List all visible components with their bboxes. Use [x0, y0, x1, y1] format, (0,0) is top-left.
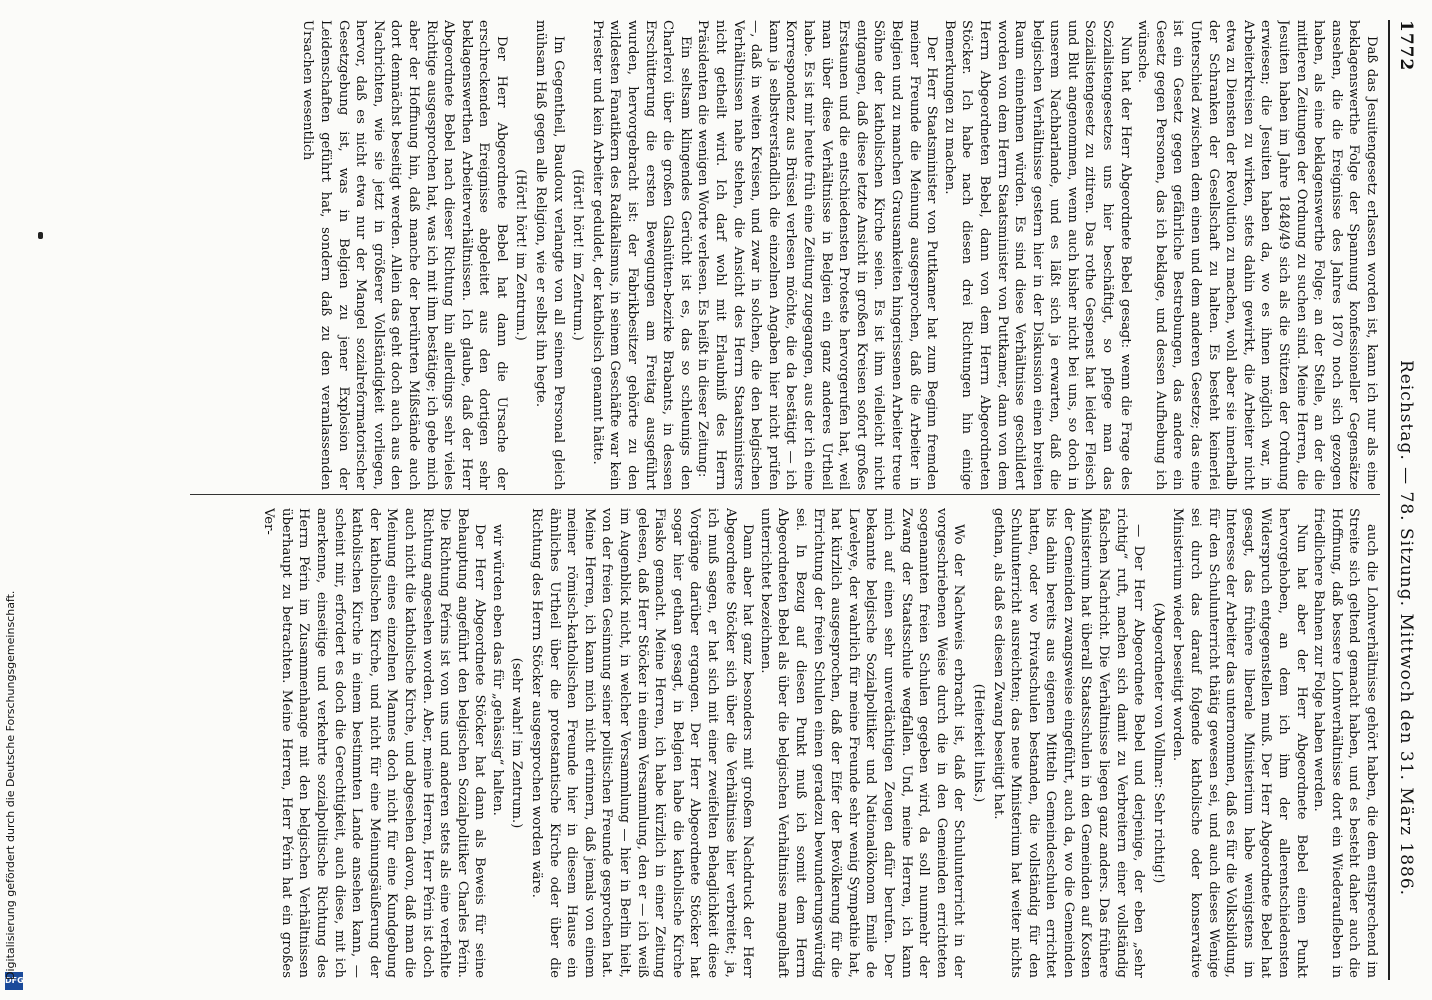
interjection: (sehr wahr! im Zentrum.)	[509, 657, 525, 829]
paragraph: auch die Lohnverhältnisse gehört haben, die dem entsprechend im Streite sich geltend gemacht haben, und es besteht daher auch die Hoffnung, daß bessere Lohnverhältnisse dort ein Wiederaufleben in friedlichere Bahnen zur Folge haben werden.	[1311, 508, 1379, 978]
column-divider	[190, 494, 1380, 495]
paragraph: Nun hat der Herr Abgeordnete Bebel gesagt: wenn die Frage des Sozialistengesetzes uns hier beschäftigt, so pflege man das Sozialistengesetz zu zitiren. Das rothe Gespenst hat leider Fleisch und Blut angenommen, wenn auch bisher nicht bei uns, so doch in unserem Nachbarlande, und es läßt sich ja erwarten, daß die belgischen Verhältnisse gestern hier in der Diskussion einen breiten Raum einnehmen würden. Es sind diese Verhältnisse geschildert worden von dem Herrn Staatsminister von Puttkamer, dann von dem Herrn Abgeordneten Bebel, dann von dem Herrn Abgeordneten Stöcker. Ich habe nach diesen drei Richtungen hin einige Bemerkungen zu machen.	[941, 20, 1133, 490]
paragraph: Der Herr Abgeordnete Stöcker hat dann als Beweis für seine Behauptung angeführt den belgischen Sozialpolitiker Charles Périn. Die Richtung Périns ist von uns und anderen stets als eine verfehlte Richtung angesehen worden. Aber, meine Herren, Herr Périn ist doch auch nicht die katholische Kirche, und abgesehen davon, daß man die Meinung eines einzelnen Mannes doch nicht für eine Kundgebung der katholischen Kirche, und nicht für eine Meinungsäußerung der katholischen Kirche in einem bestimmten Lande ansehen kann, — scheint mir, erfordert es doch die Gerechtigkeit, auch diese, mit ich anerkenne, einseitige und verkehrte sozialpolitische Richtung des Herrn Périn im Zusammenhange mit den belgischen Verhältnissen überhaupt zu betrachten. Meine Herren, Herr Périn hat ein großes Ver-	[261, 508, 488, 978]
rotated-page-content	[162, 0, 1432, 1000]
right-column	[180, 508, 1380, 978]
interjection: (Hört! hört! im Zentrum.)	[513, 169, 529, 341]
paragraph: Der Herr Staatsminister von Puttkamer hat zum Beginn fremden meiner Freunde die Meinung ausgesprochen, daß die Arbeiter in Belgien und zu manchen Grausamkeiten hingerissenen Arbeiter treue Söhne der katholischen Kirche seien. Es ist ihm vielleicht nicht entgangen, daß diese letzte Ansicht in großen Kreisen sofort großes Erstaunen und die entschiedensten Proteste hervorgerufen hat, weil man über diese Verhältnisse in Belgien ein ganz anderes Urtheil habe. Es ist mir heute früh eine Zeitung zugegangen, aus der ich eine Korrespondenz aus Brüssel verlesen möchte, die da bestätigt — ich kann ja selbstverständlich die einzelnen Angaben hier nicht prüfen —, daß in weiten Kreisen, und zwar in solchen, die den belgischen Verhältnissen nahe stehen, die Ansicht des Herrn Staatsministers nicht getheilt wird. Ich darf wohl mit Erlaubniß des Herrn Präsidenten die wenigen Worte verlesen. Es heißt in dieser Zeitung:	[695, 20, 940, 490]
interjection: (Hört! hört! im Zentrum.)	[570, 169, 586, 341]
paragraph: wir würden eben das für „gehässig“ halten.	[489, 524, 505, 816]
quote-paragraph: Ein seltsam klingendes Gerücht ist es, das so schleunigs den Charleroi über die großen Glashütten-bezirke Brabants, in dessen Erschütterung die ersten Bewegungen am Freitag ausgeführt wurden, hervorgebracht ist: der Fabrikbesitzer gehörte zu den wildesten Fanatikern des Radikalismus, in seinem Geschäfte war kein Priester und kein Arbeiter geduldet, der katholisch genannt hätte.	[589, 20, 693, 490]
running-head: Reichstag. — 78. Sitzung. Mittwoch den 31. März 1886.	[1396, 360, 1416, 897]
page-header	[1388, 20, 1420, 980]
paragraph: Der Herr Abgeordnete Bebel hat dann die Ursache der erschreckenden Ereignisse abgeleitet aus den dortigen sehr beklagenswerthen Arbeiterverhältnissen. Ich glaube, daß der Herr Abgeordnete Bebel nach dieser Richtung hin allerdings sehr vieles Richtige ausgesprochen hat, was ich mit ihm bestätige; ich gebe mich aber der Hoffnung hin, daß manche der berührten Mißstände auch dort demnächst beseitigt werden. Allein das geht doch auch aus den Nachrichten, wie sie jetzt in größerer Vollständigkeit vorliegen, hervor, daß es nicht etwa nur der Mangel sozialreformatorischer Gesetzgebung ist, was in Belgien zu jener Explosion der Leidenschaften geführt hat, sondern daß zu den veranlassenden Ursachen wesentlich	[300, 20, 509, 490]
paragraph: Dann aber hat ganz besonders mit großem Nachdruck der Herr Abgeordnete Stöcker sich über die Verhältnisse hier verbreitet; ja, ich muß sagen, er hat sich mit einer zweifelten Behaglichkeit diese Vorgänge darüber ergangen. Der Herr Abgeordnete Stöcker hat sogar hier gethan gesagt, in Belgien habe die katholische Kirche Fiasko gemacht. Meine Herren, ich habe kürzlich in einer Zeitung gelesen, daß Herr Stöcker in einem Versammlung, den er — ich weiß im Augenblick nicht, in welcher Versammlung — hier in Berlin hielt, von der freien Gesinnung seiner politischen Freunde gesprochen hat. Meine Herren, ich kann mich nicht erinnern, daß jemals von einem meiner römisch-katholischen Freunde hier in diesem Hause ein ähnliches Urtheil über die protestantische Kirche oder über die Richtung des Herrn Stöcker ausgesprochen worden wäre.	[529, 508, 756, 978]
paragraph: — Der Herr Abgeordnete Bebel und derjenige, der eben „sehr richtig“ ruft, machen sich damit zu Verbreitern einer vollständig falschen Nachricht. Die Verhältnisse liegen ganz anders. Das frühere Ministerium hat überall Staatsschulen in den Gemeinden auf Kosten der Gemeinden zwangsweise eingeführt, auch da, wo die Gemeinden bis dahin bereits aus eigenen Mitteln Gemeindeschulen errichtet hatten, oder wo Privatschulen bestanden, die vollständig für den Schulunterricht ausreichten; das neue Ministerium hat weiter nichts gethan, als daß es diesen Zwang beseitigt hat.	[990, 508, 1147, 978]
ink-speck	[38, 232, 43, 239]
dfg-logo: DFG	[5, 972, 23, 990]
page-number: 1772	[1396, 20, 1416, 72]
interjection: (Heiterkeit links.)	[970, 683, 986, 803]
digitization-sidebar	[0, 0, 30, 1000]
interjection: (Abgeordneter von Vollmar: Sehr richtig!)	[1150, 602, 1166, 884]
left-column	[180, 20, 1380, 490]
digitization-credit: Digitalisierung gefördert durch die Deutsche Forschungsgemeinschaft.	[4, 590, 17, 980]
paragraph: Daß das Jesuitengesetz erlassen worden ist, kann ich nur als eine beklagenswerthe Folge der Spannung konfessioneller Gegensätze ansehen, die die Ereignisse des Jahres 1870 noch sich gezogen haben, als eine beklagenswerthe Folge; an der Stelle, an der die mittleren Zeitungen der Ordnung zu suchen sind. Meine Herren, die Jesuiten haben im Jahre 1848/49 sich als die Stützen der Ordnung erwiesen; die Jesuiten haben da, wo es ihnen möglich war, in Arbeiterkreisen zu wirken, stets dahin gewirkt, die Arbeiter nicht etwa zu Diensten der Revolution zu machen, wohl aber sie innerhalb der Schranken der Gesellschaft zu halten. Es besteht keinerlei Unterschied zwischen dem einen und dem anderen Gesetze; das eine ist ein Gesetz gegen gefährliche Bestrebungen, das andere ein Gesetz gegen Personen, das ich beklage, und dessen Aufhebung ich wünsche.	[1135, 20, 1379, 490]
paragraph: Wo der Nachweis erbracht ist, daß der Schulunterricht in der vorgeschriebenen Weise durch die in den Gemeinden errichteten sogenannten freien Schulen gegeben wird, da soll nunmehr der Zwang der Staatsschule wegfallen. Und, meine Herren, ich kann mich auf einen sehr unverdächtigen Zeugen dafür berufen. Der bekannte belgische Sozialpolitiker und Nationalökonom Emile de Laveleye, der wahrlich für meine Freunde sehr wenig Sympathie hat, hat kürzlich ausgesprochen, daß der Eifer der Bevölkerung für die Errichtung der freien Schulen einen geradezu bewunderungswürdig sei. In Bezug auf diesen Punkt muß ich somit dem Herrn Abgeordneten Bebel als über die belgischen Verhältnisse mangelhaft unterrichtet bezeichnen.	[757, 508, 967, 978]
quote-paragraph: Im Gegentheil, Baudoux verlangte von all seinem Personal gleich mühsam Haß gegen alle Religion, wie er selbst ihn hegte.	[533, 20, 566, 490]
paragraph: Nun hat aber der Herr Abgeordnete Bebel einen Punkt hervorgehoben, an dem ich ihm der allerentschiedensten Widerspruch entgegenstellen muß. Der Herr Abgeordnete Bebel hat gesagt, das frühere liberale Ministerium habe wenigstens im Interesse der Arbeiter das unternommen, daß es für die Volksbildung, für den Schulunterricht thätig gewesen sei, und auch dieses Wenige sei durch das darauf folgende katholische oder konservative Ministerium wieder beseitigt worden.	[1170, 508, 1309, 978]
